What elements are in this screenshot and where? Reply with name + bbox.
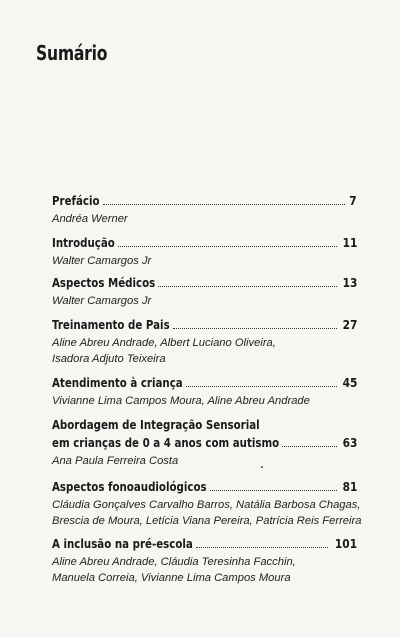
dot-leader <box>118 245 337 247</box>
toc-title-line <box>52 274 357 290</box>
toc-entry-aspectos-fonoaudiologicos <box>52 478 362 529</box>
dot-leader <box>196 546 328 548</box>
toc-title-line <box>52 234 357 250</box>
dot-leader <box>186 385 337 387</box>
toc-page-number: 11 <box>342 235 357 250</box>
toc-entry-introducao <box>52 234 357 269</box>
toc-entry-title: Aspectos Médicos <box>52 275 156 290</box>
toc-entry-title: Atendimento à criança <box>52 375 183 390</box>
toc-title-line <box>52 416 357 432</box>
toc-entry-title: Aspectos fonoaudiológicos <box>52 479 207 494</box>
toc-page-number: 7 <box>349 193 357 208</box>
toc-entry-atendimento-a-crianca <box>52 374 357 409</box>
toc-entry-authors: Aline Abreu Andrade, Cláudia Teresinha Facchin, <box>52 556 296 568</box>
toc-page-number: 45 <box>342 375 357 390</box>
dot-leader <box>173 327 337 329</box>
toc-entry-treinamento-de-pais <box>52 316 357 367</box>
toc-entry-authors: Isadora Adjuto Teixeira <box>52 353 166 365</box>
dot-leader <box>158 285 336 287</box>
toc-entry-title: Prefácio <box>52 193 100 208</box>
toc-entry-authors: Brescia de Moura, Letícia Viana Pereira, Patrícia Reis Ferreira <box>52 515 362 527</box>
dot-leader <box>103 203 346 205</box>
toc-title-line <box>52 535 357 551</box>
toc-entry-prefacio <box>52 192 357 227</box>
toc-title-line <box>52 374 357 390</box>
toc-page-number: 101 <box>334 536 357 551</box>
toc-title-line <box>52 478 357 494</box>
toc-entry-authors: Cláudia Gonçalves Carvalho Barros, Natália Barbosa Chagas, <box>52 499 361 511</box>
toc-page-number: 13 <box>342 275 357 290</box>
toc-title-line <box>52 192 357 208</box>
toc-entry-authors: Andréa Werner <box>52 213 128 225</box>
toc-entry-title: Introdução <box>52 235 115 250</box>
toc-entry-title: A inclusão na pré-escola <box>52 536 193 551</box>
toc-entry-aspectos-medicos <box>52 274 357 309</box>
dot-leader <box>210 489 337 491</box>
toc-page-number: 27 <box>342 317 357 332</box>
toc-page-number: 63 <box>342 435 357 450</box>
toc-entry-authors: Walter Camargos Jr <box>52 255 152 267</box>
paper-speck <box>261 466 263 468</box>
toc-entry-authors: Aline Abreu Andrade, Albert Luciano Oliveira, <box>52 337 276 349</box>
toc-page-number: 81 <box>342 479 357 494</box>
dot-leader <box>282 445 336 447</box>
toc-entry-inclusao-pre-escola <box>52 535 357 586</box>
toc-entry-title: Treinamento de Pais <box>52 317 170 332</box>
toc-entry-authors: Vivianne Lima Campos Moura, Aline Abreu Andrade <box>52 395 310 407</box>
toc-title-line <box>52 434 357 450</box>
page-title: Sumário <box>36 41 108 65</box>
toc-entry-title: em crianças de 0 a 4 anos com autismo <box>52 435 280 450</box>
toc-entry-authors: Walter Camargos Jr <box>52 295 152 307</box>
toc-title-line <box>52 316 357 332</box>
toc-entry-authors: Ana Paula Ferreira Costa <box>52 455 179 467</box>
toc-entry-title: Abordagem de Integração Sensorial <box>52 417 260 432</box>
toc-entry-integracao-sensorial <box>52 416 357 469</box>
toc-entry-authors: Manuela Correia, Vivianne Lima Campos Moura <box>52 572 291 584</box>
